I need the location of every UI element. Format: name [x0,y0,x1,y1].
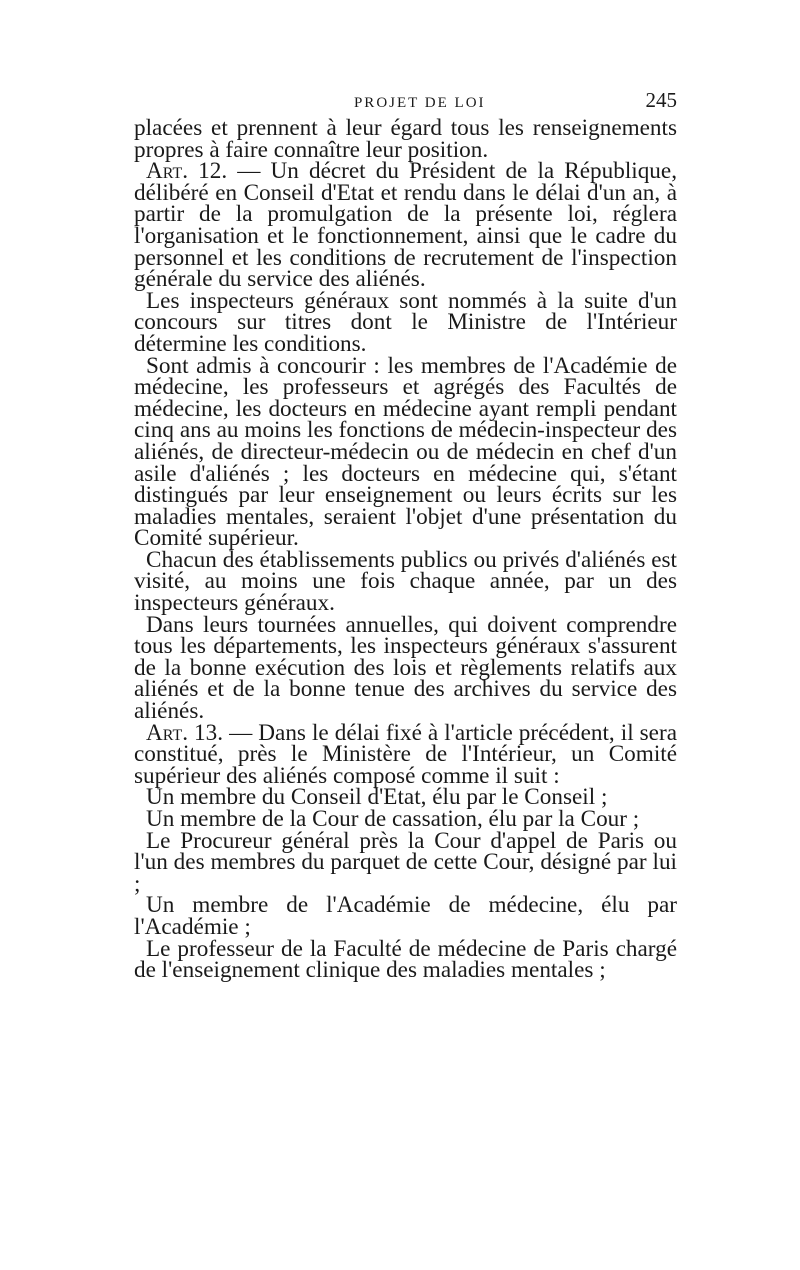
article-number: Art. 12. [146,158,228,185]
paragraph: placées et prennent à leur égard tous les renseignements propres à faire connaître leur position. [134,115,677,163]
paragraph: Sont admis à concourir : les membres de l'Académie de médecine, les professeurs et agrégés des Facultés de médecine, les docteurs en médecine ayant rempli pendant cinq ans au moins les fonctions de médecin-inspecteur des aliénés, de directeur-médecin ou de médecin en chef d'un asile d'aliénés ; les docteurs en médecine qui, s'étant distingués par leur enseignement ou leurs écrits sur les maladies mentales, seraient l'objet d'une présentation du Comité supérieur. [134,352,677,552]
list-item: Le Procureur général près la Cour d'appel de Paris ou l'un des membres du parquet de cette Cour, désigné par lui ; [134,827,677,897]
paragraph: Dans leurs tournées annuelles, qui doivent comprendre tous les départements, les inspecteurs généraux s'assurent de la bonne exécution des lois et règlements relatifs aux aliénés et de la bonne tenue des archives du service des aliénés. [134,611,677,725]
list-item: Un membre du Conseil d'Etat, élu par le Conseil ; [146,784,608,811]
body-text [134,115,677,984]
list-item: Un membre de la Cour de cassation, élu par la Cour ; [146,806,640,832]
list-item: Le professeur de la Faculté de médecine de Paris chargé de l'enseignement clinique des maladies mentales ; [134,935,677,984]
page-header [134,88,677,118]
paragraph: Chacun des établissements publics ou privés d'aliénés est visité, au moins une fois chaque année, par un des inspecteurs généraux. [134,546,677,617]
article-12-paragraph: Art. 12. — Un décret du Président de la République, délibéré en Conseil d'Etat et rendu dans le délai d'un an, à partir de la promulgation de la présente loi, réglera l'organisation et le fonctionnement, ainsi que le cadre du personnel et les conditions de recrutement de l'inspection générale du service des aliénés. [134,158,677,293]
paragraph: Les inspecteurs généraux sont nommés à la suite d'un concours sur titres dont le Ministre de l'Intérieur détermine les conditions. [134,287,677,357]
page-number: 245 [645,88,677,112]
running-title: PROJET DE LOI [353,95,486,111]
book-page [134,88,677,982]
list-item: Un membre de l'Académie de médecine, élu par l'Académie ; [134,892,677,940]
article-13-paragraph: Art. 13. — Dans le délai fixé à l'article précédent, il sera constitué, près le Ministère de l'Intérieur, un Comité supérieur des aliénés composé comme il suit : [134,719,677,789]
article-number: Art. 13. [146,719,224,746]
